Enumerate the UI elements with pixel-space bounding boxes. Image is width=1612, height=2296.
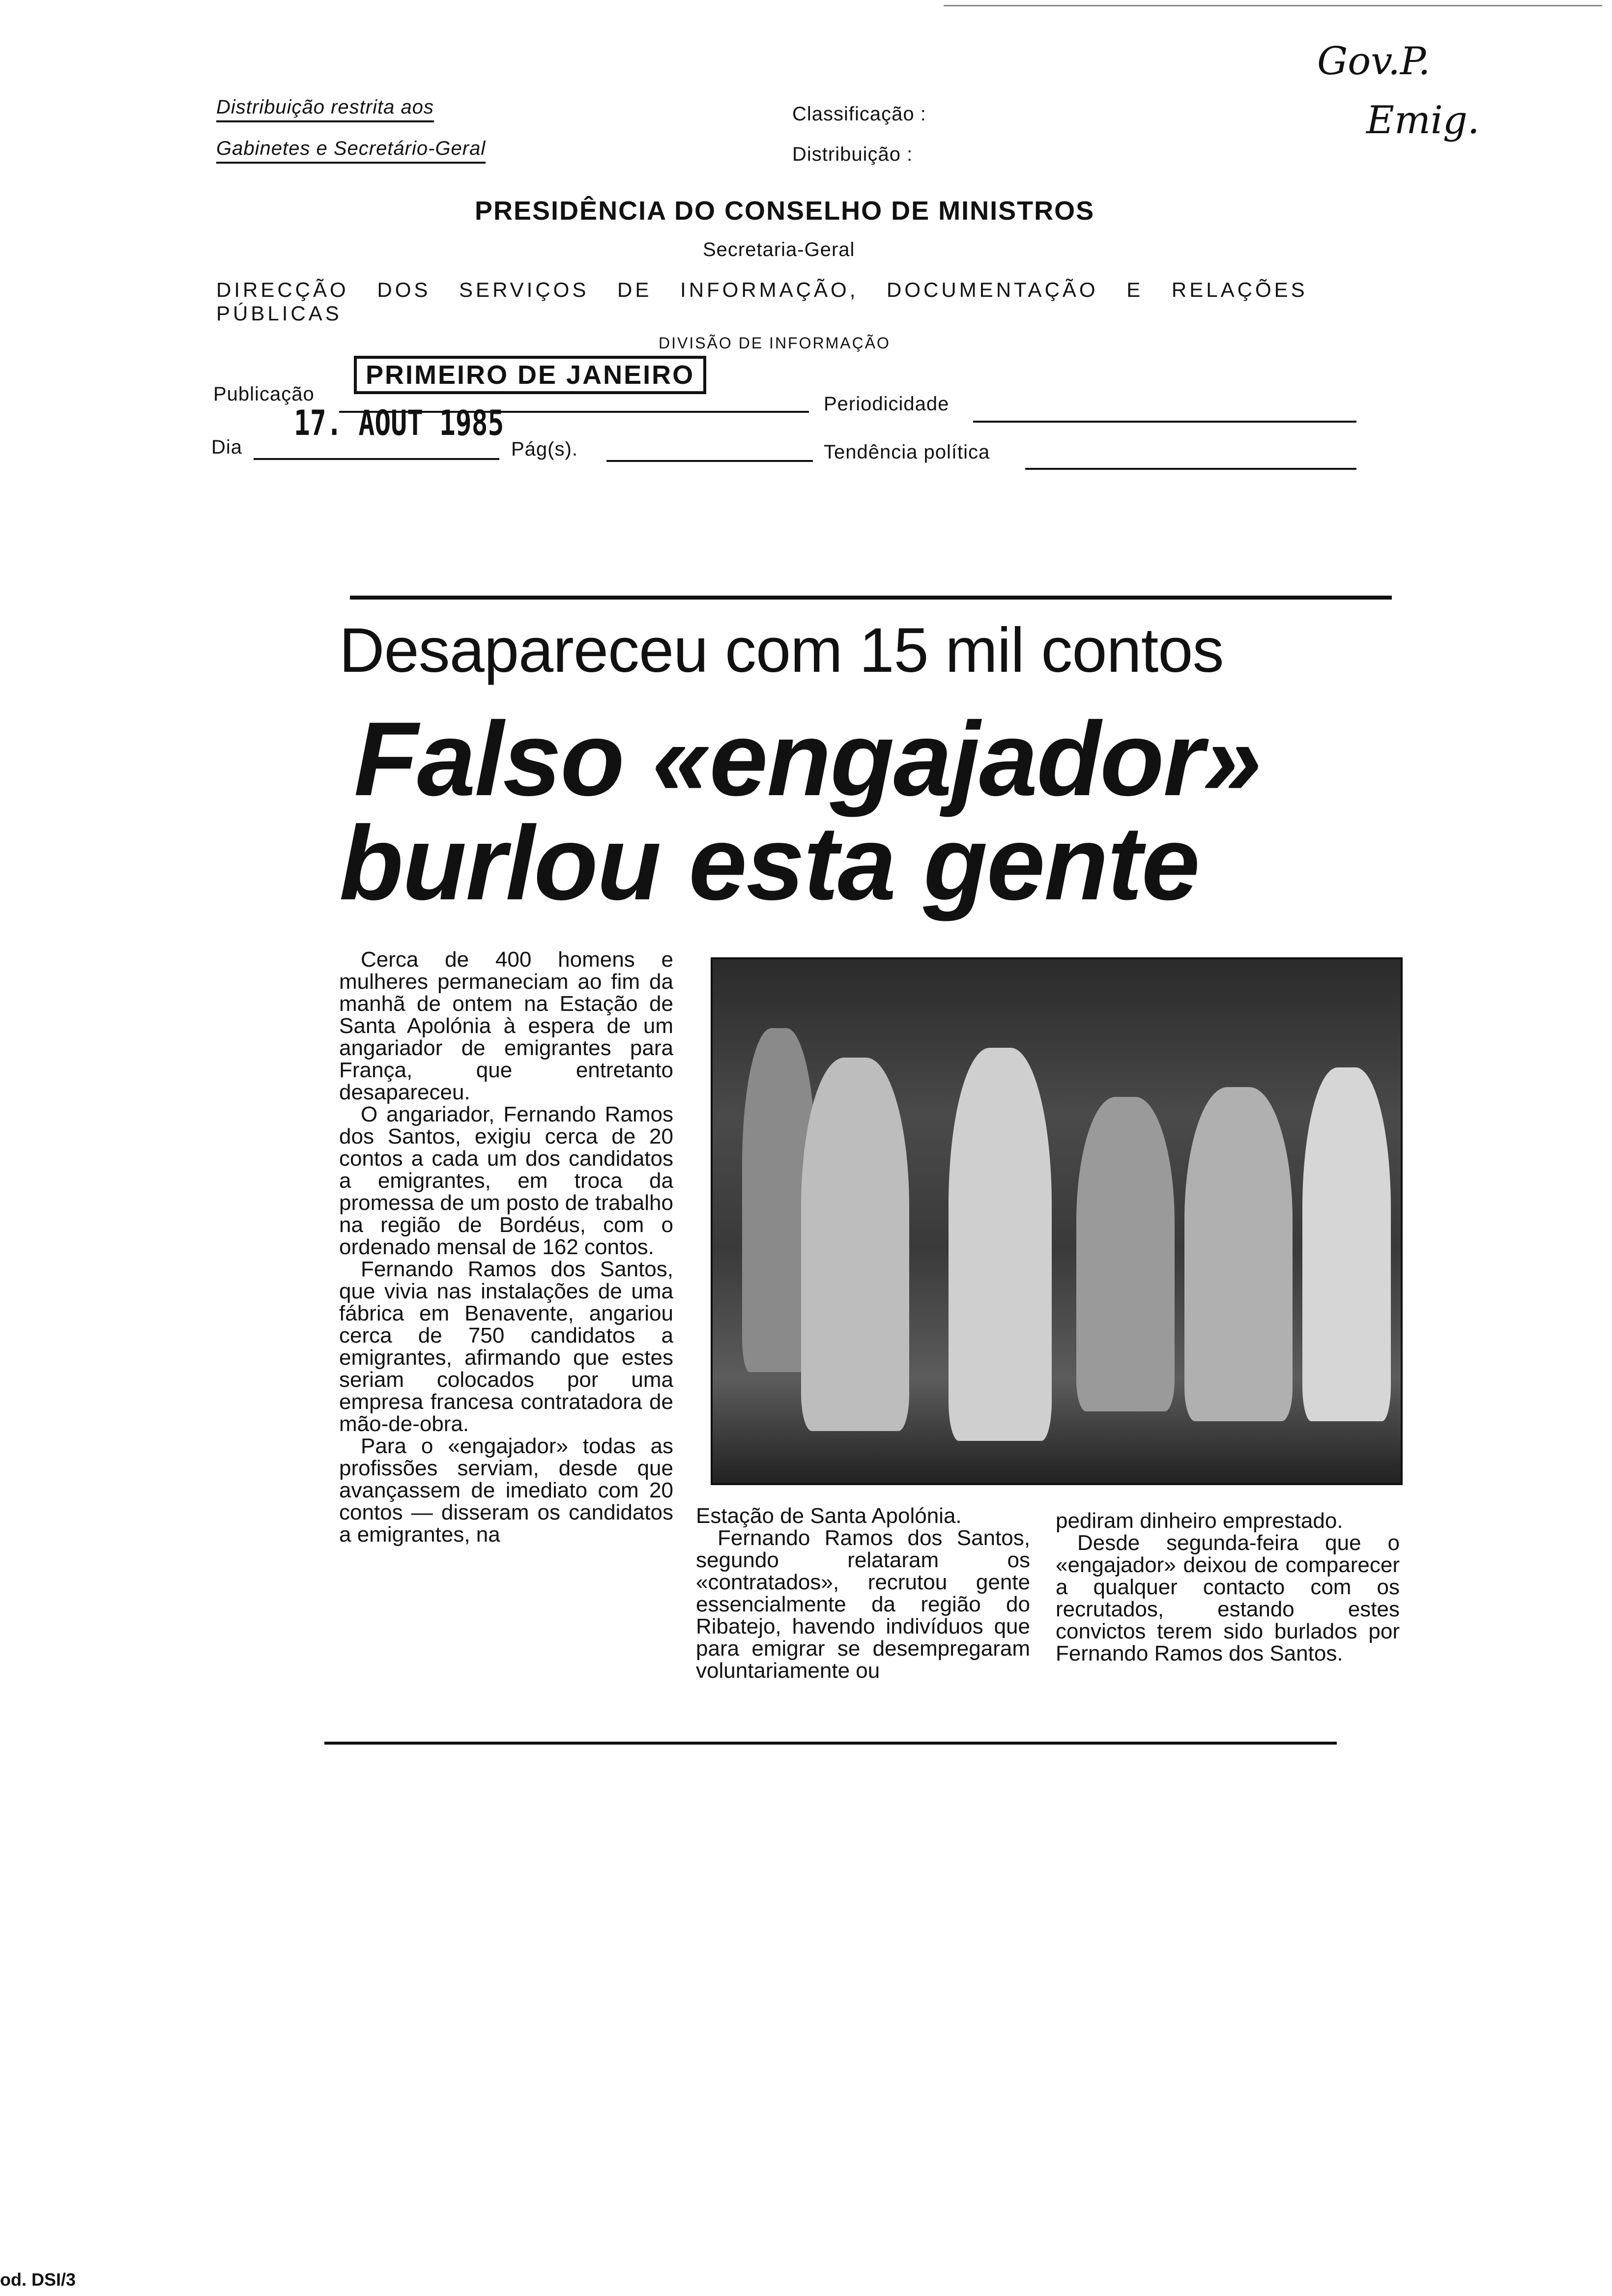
- article-column-2: [696, 1505, 1030, 1682]
- pags-line: [606, 460, 813, 462]
- classificacao-label: Classificação :: [792, 103, 926, 125]
- dia-label: Dia: [211, 436, 243, 458]
- secretaria-geral: Secretaria-Geral: [703, 239, 855, 260]
- tendencia-label: Tendência política: [824, 441, 990, 463]
- col1-paragraph: O angariador, Fernando Ramos dos Santos, exigiu cerca de 20 contos a cada um dos candidatos a emigrantes, em troca da promessa de um posto de trabalho na região de Bordéus, com o ordenado mensal de 162 contos.: [339, 1102, 673, 1259]
- ministry-title: PRESIDÊNCIA DO CONSELHO DE MINISTROS: [475, 196, 1095, 226]
- periodicidade-label: Periodicidade: [824, 393, 950, 415]
- date-stamp: 17. AOUT 1985: [294, 403, 504, 443]
- col3-paragraph: Desde segunda-feira que o «engajador» deixou de comparecer a qualquer contacto com os recrutados, estando estes convictos terem sido burlados por Fernando Ramos dos Santos.: [1056, 1531, 1400, 1665]
- col1-paragraph: Fernando Ramos dos Santos, que vivia nas instalações de uma fábrica em Benavente, angariou cerca de 750 candidatos a emigrantes, afirmando que estes seriam colocados por uma empresa francesa contratadora de mão-de-obra.: [339, 1257, 673, 1436]
- handwritten-note-line1: Gov.P.: [1317, 39, 1431, 84]
- photo-person: [801, 1058, 909, 1431]
- col1-paragraph: Para o «engajador» todas as profissões serviam, desde que avançassem de imediato com 20 contos — disseram os candidatos a emigrantes, na: [339, 1434, 673, 1547]
- dia-line: [254, 458, 499, 460]
- clipping-top-rule: [350, 596, 1392, 600]
- direccao-servicos: DIRECÇÃO DOS SERVIÇOS DE INFORMAÇÃO, DOCUMENTAÇÃO E RELAÇÕES PÚBLICAS: [216, 278, 1308, 325]
- publicacao-label: Publicação: [213, 383, 315, 405]
- publicacao-stamp: PRIMEIRO DE JANEIRO: [354, 356, 706, 394]
- col2-paragraph: Estação de Santa Apolónia.: [696, 1504, 962, 1528]
- photo-person: [1302, 1067, 1391, 1421]
- photo-person: [1076, 1097, 1175, 1411]
- divisao-informacao: DIVISÃO DE INFORMAÇÃO: [659, 334, 891, 352]
- top-edge-line: [944, 5, 1602, 6]
- restricted-distribution-line1: Distribuição restrita aos: [216, 96, 434, 122]
- tendencia-line: [1025, 468, 1356, 470]
- form-code: od. DSI/3: [0, 2269, 76, 2290]
- periodicidade-line: [973, 421, 1356, 423]
- handwritten-note-line2: Emig.: [1366, 98, 1480, 143]
- article-column-3: [1056, 1510, 1400, 1665]
- col1-paragraph: Cerca de 400 homens e mulheres permaneciam ao fim da manhã de ontem na Estação de Santa Apolónia à espera de um angariador de emigrantes para França, que entretanto desapareceu.: [339, 947, 673, 1104]
- col2-paragraph: Fernando Ramos dos Santos, segundo relataram os «contratados», recrutou gente essencialmente da região do Ribatejo, havendo indivíduos que para emigrar se desempregaram voluntariamente ou: [696, 1526, 1030, 1683]
- photo-person: [949, 1048, 1052, 1441]
- restricted-distribution-line2: Gabinetes e Secretário-Geral: [216, 138, 486, 164]
- article-photo: [711, 957, 1403, 1485]
- headline-line2: burlou esta gente: [339, 804, 1199, 922]
- col3-paragraph: pediram dinheiro emprestado.: [1056, 1509, 1343, 1533]
- distribuicao-label: Distribuição :: [792, 144, 913, 165]
- headline-line1: Falso «engajador»: [354, 700, 1261, 818]
- photo-person: [1184, 1087, 1293, 1421]
- clipping-bottom-rule: [324, 1742, 1337, 1745]
- article-kicker: Desapareceu com 15 mil contos: [339, 615, 1224, 686]
- pags-label: Pág(s).: [511, 438, 578, 460]
- article-column-1: [339, 948, 673, 1546]
